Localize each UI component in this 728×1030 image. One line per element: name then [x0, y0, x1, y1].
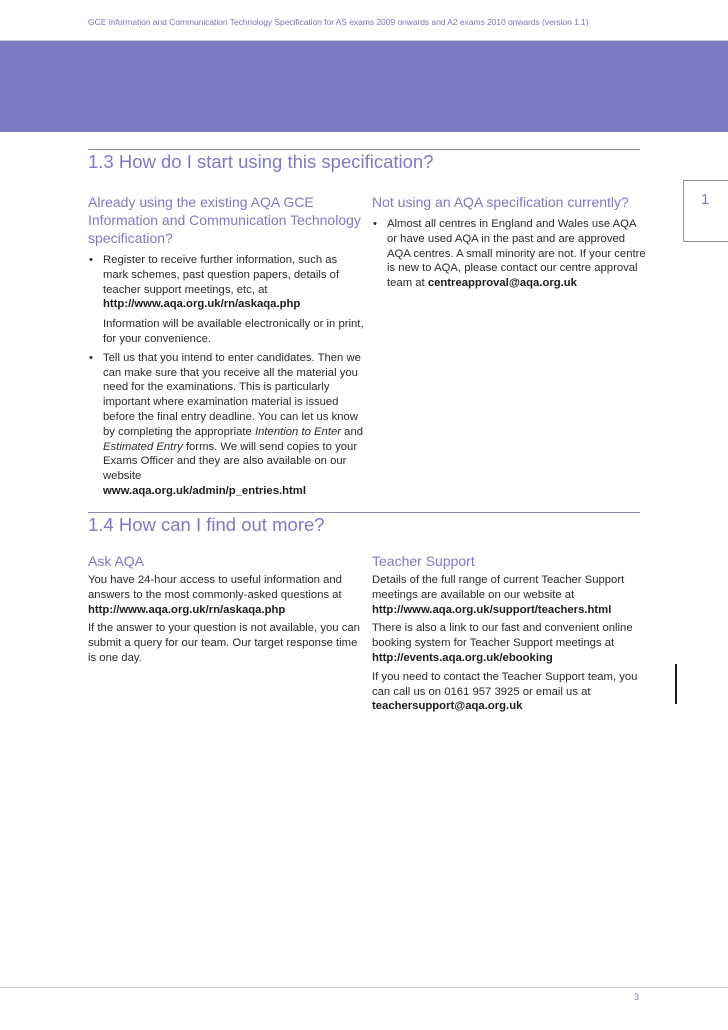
askaqa-link[interactable]: http://www.aqa.org.uk/rn/askaqa.php: [103, 298, 301, 311]
register-bullet: [88, 253, 364, 312]
ask-aqa-text: You have 24-hour access to useful information and answers to the most commonly-asked questions at: [88, 574, 342, 601]
and-text: and: [344, 425, 364, 438]
footer-divider: [0, 987, 728, 988]
forms-text: forms. We will send copies to your Exams Officer and they are also available on our website: [103, 440, 358, 483]
centres-text: Almost all centres in England and Wales use AQA or have used AQA in the past and are approved AQA centres. A small minority are not. If your centre is new to AQA, please contact our centre approval team at: [387, 218, 646, 290]
section-1-3-rule: [88, 149, 640, 150]
register-text: Register to receive further information, such as mark schemes, past question papers, details of teacher support meetings, etc, at: [103, 254, 340, 296]
intention-to-enter-form: Intention to Enter: [254, 425, 342, 438]
section-1-4-title: 1.4 How can I find out more?: [88, 514, 325, 535]
page-number: 3: [634, 992, 640, 1002]
ebooking-link[interactable]: http://events.aqa.org.uk/ebooking: [372, 651, 553, 664]
contact-para: [372, 670, 648, 714]
ask-aqa-heading: Ask AQA: [88, 553, 145, 569]
section-1-3-right-column: [372, 193, 648, 291]
section-1-3-left-column: [88, 193, 364, 499]
section-1-3-title: 1.3 How do I start using this specification?: [88, 151, 434, 172]
ask-aqa-para: [88, 573, 364, 617]
revision-change-bar: [675, 664, 677, 704]
register-followup: Information will be available electronically or in print, for your convenience.: [103, 318, 364, 345]
intention-text: Tell us that you intend to enter candidates. Then we can make sure that you receive all the material you need for the examinations. This is particularly important where examination material is issued before the final entry deadline. You can let us know by completing the appropriate: [103, 351, 361, 438]
query-para: If the answer to your question is not available, you can submit a query for our team. Our target response time is one day.: [88, 622, 360, 664]
ask-aqa-link[interactable]: http://www.aqa.org.uk/rn/askaqa.php: [88, 603, 286, 616]
booking-text: There is also a link to our fast and convenient online booking system for Teacher Support meetings at: [372, 622, 633, 650]
running-header: GCE Information and Communication Technology Specification for AS exams 2009 onwards and A2 exams 2010 onwards (version 1.1): [88, 17, 589, 27]
teacher-support-para: [372, 573, 648, 617]
centres-bullet: [372, 217, 648, 291]
section-1-4-left-column: [88, 552, 364, 666]
section-1-4-right-column: [372, 552, 648, 714]
entries-link[interactable]: www.aqa.org.uk/admin/p_entries.html: [103, 484, 306, 497]
teacher-support-heading: Teacher Support: [372, 553, 475, 569]
chapter-number: 1: [701, 191, 710, 208]
booking-para: [372, 621, 648, 665]
teachers-link[interactable]: http://www.aqa.org.uk/support/teachers.html: [372, 603, 612, 616]
teacher-support-text: Details of the full range of current Teacher Support meetings are available on our website at: [372, 574, 625, 601]
existing-users-heading: Already using the existing AQA GCE Information and Communication Technology specification?: [88, 194, 361, 246]
chapter-tab: [683, 180, 728, 242]
new-users-heading: Not using an AQA specification currently?: [372, 194, 629, 210]
centre-approval-email[interactable]: centreapproval@aqa.org.uk: [427, 277, 577, 290]
teacher-support-email[interactable]: teachersupport@aqa.org.uk: [372, 700, 523, 713]
header-banner: [0, 41, 728, 132]
estimated-entry-form: Estimated Entry: [103, 440, 183, 453]
intention-bullet: [88, 351, 364, 499]
section-1-4-rule: [88, 512, 640, 513]
contact-text: If you need to contact the Teacher Support team, you can call us on 0161 957 3925 or email us at: [372, 670, 638, 698]
